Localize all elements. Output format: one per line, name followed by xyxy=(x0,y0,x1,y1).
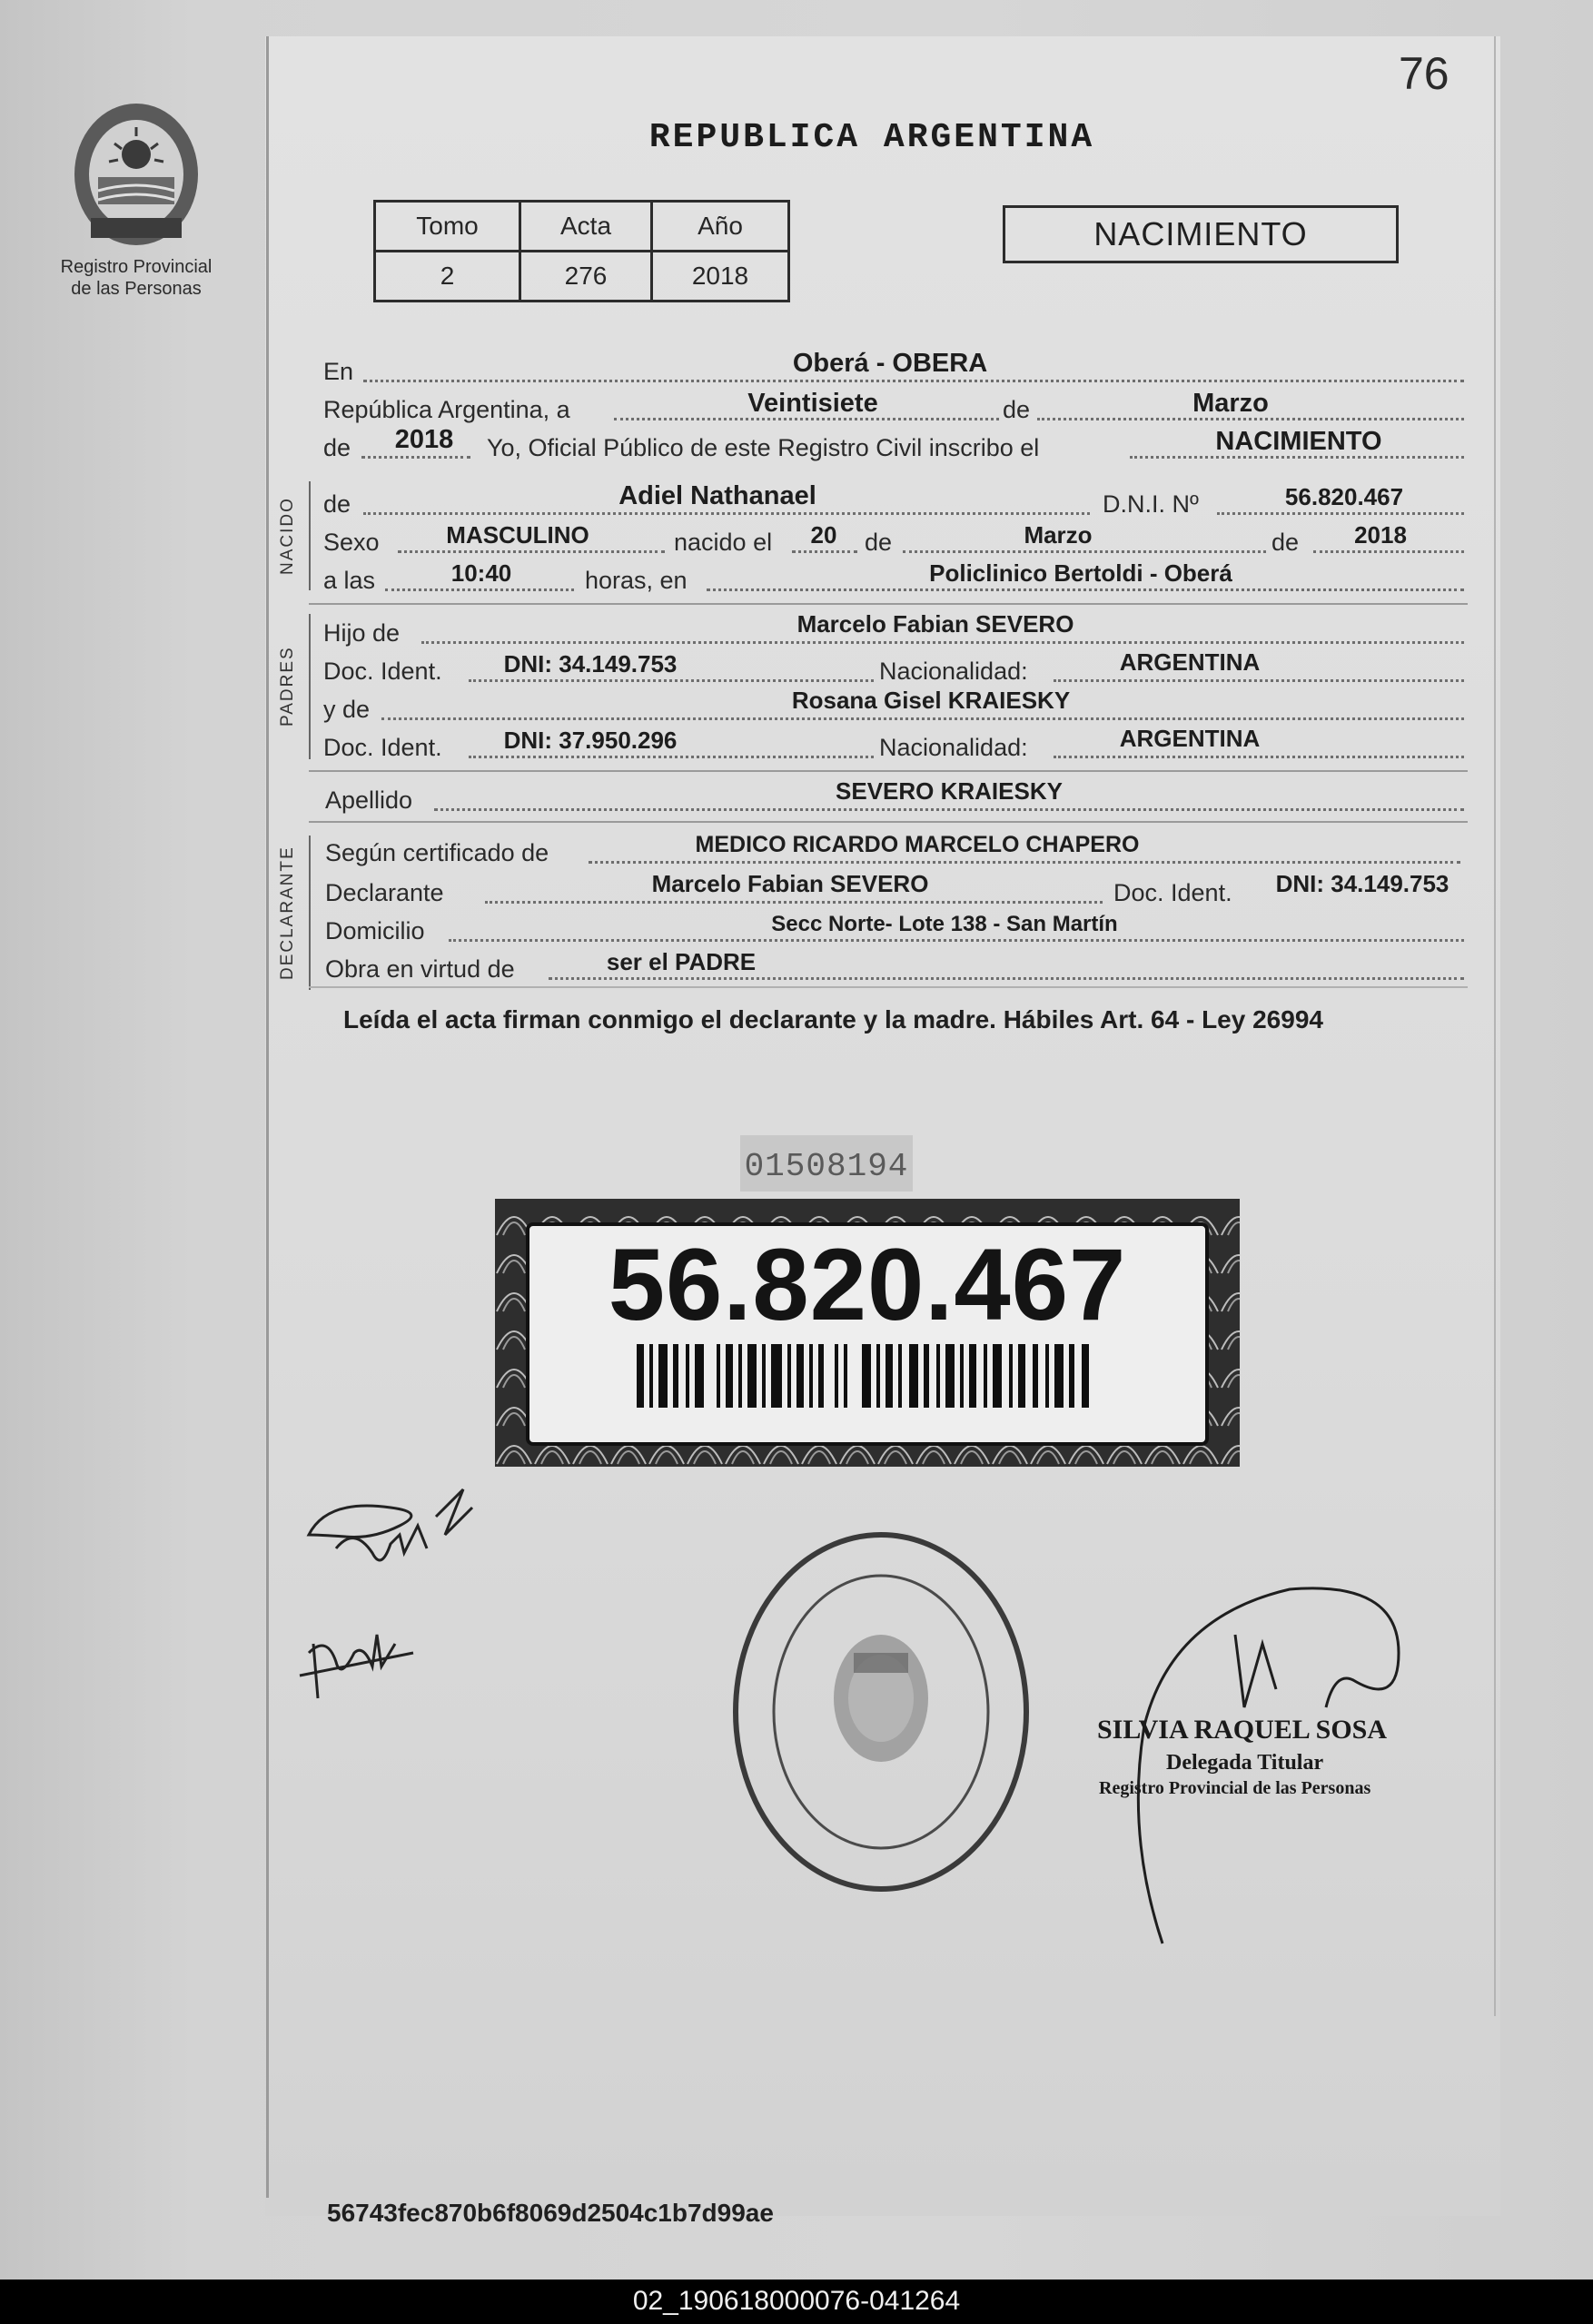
month-value: Marzo xyxy=(1192,389,1269,418)
dotted-line xyxy=(469,756,874,758)
declarante-bar xyxy=(309,836,311,990)
dotted-line xyxy=(589,861,1460,864)
dotted-line xyxy=(549,977,1464,980)
father-nationality-label: Nacionalidad: xyxy=(879,658,1028,685)
logo-caption-line2: de las Personas xyxy=(71,279,202,299)
section-divider xyxy=(309,603,1468,605)
obra-label: Obra en virtud de xyxy=(325,955,515,983)
signatory-role: Delegada Titular xyxy=(1166,1751,1324,1775)
dotted-line xyxy=(381,717,1464,720)
nacido-de-label: de xyxy=(323,490,351,518)
mother-nationality-label: Nacionalidad: xyxy=(879,734,1028,761)
nacido-bar xyxy=(309,481,311,590)
dotted-line xyxy=(449,939,1464,942)
birth-month-value: Marzo xyxy=(1024,521,1093,549)
horas-label: horas, en xyxy=(585,567,688,594)
header-acta: Acta xyxy=(520,202,652,252)
dotted-line xyxy=(792,550,857,553)
dotted-line xyxy=(421,641,1464,644)
de-label: de xyxy=(1003,396,1031,423)
y-de-label: y de xyxy=(323,696,371,723)
dotted-line xyxy=(485,901,1103,904)
serial-number: 01508194 xyxy=(744,1148,909,1185)
declarante-doc-label: Doc. Ident. xyxy=(1113,879,1232,906)
father-nationality-value: ARGENTINA xyxy=(1119,648,1261,676)
birth-de-label: de xyxy=(865,529,893,556)
dotted-line xyxy=(398,550,665,553)
header-anio: Año xyxy=(652,202,789,252)
father-name-value: Marcelo Fabian SEVERO xyxy=(796,610,1074,638)
nacido-el-label: nacido el xyxy=(674,529,773,556)
section-divider xyxy=(309,770,1468,772)
dotted-line xyxy=(1313,550,1464,553)
child-name-value: Adiel Nathanael xyxy=(618,481,816,510)
dotted-line xyxy=(469,679,874,682)
sticker-dni-number: 56.820.467 xyxy=(608,1228,1127,1341)
registry-header-row xyxy=(375,202,789,252)
declarante-value: Marcelo Fabian SEVERO xyxy=(651,870,929,897)
mother-nationality-value: ARGENTINA xyxy=(1119,725,1261,752)
registry-table xyxy=(373,200,790,302)
padres-bar xyxy=(309,614,311,759)
dotted-line xyxy=(1054,679,1464,682)
declarante-doc-value: DNI: 34.149.753 xyxy=(1275,870,1450,897)
declarante-label: Declarante xyxy=(325,879,444,906)
de-year-label: de xyxy=(323,434,351,461)
birth-de-label-2: de xyxy=(1271,529,1300,556)
page-title: REPUBLICA ARGENTINA xyxy=(648,118,1095,157)
a-las-label: a las xyxy=(323,567,376,594)
nacido-section-label: NACIDO xyxy=(278,497,297,575)
yo-text: Yo, Oficial Público de este Registro Civil inscribo el xyxy=(487,434,1040,461)
misiones-coat-of-arms-logo xyxy=(64,91,209,254)
sexo-label: Sexo xyxy=(323,529,380,556)
page-right-edge xyxy=(1494,36,1496,2016)
document-hash: 56743fec870b6f8069d2504c1b7d99ae xyxy=(327,2199,774,2227)
certificado-value: MEDICO RICARDO MARCELO CHAPERO xyxy=(695,832,1140,857)
value-acta: 276 xyxy=(520,252,652,302)
logo-caption xyxy=(36,256,236,300)
section-divider xyxy=(309,821,1468,823)
mother-doc-label: Doc. Ident. xyxy=(323,734,442,761)
dotted-line xyxy=(385,588,574,591)
hijo-de-label: Hijo de xyxy=(323,619,401,647)
father-doc-value: DNI: 34.149.753 xyxy=(503,650,678,677)
day-value: Veintisiete xyxy=(747,389,878,418)
dotted-line xyxy=(363,380,1464,382)
sexo-value: MASCULINO xyxy=(446,521,589,549)
obra-value: ser el PADRE xyxy=(606,948,757,975)
value-anio: 2018 xyxy=(652,252,789,302)
dotted-line xyxy=(1217,512,1464,515)
dni-sticker xyxy=(495,1199,1240,1467)
birth-place-value: Policlinico Bertoldi - Oberá xyxy=(929,559,1232,587)
birth-year-value: 2018 xyxy=(1354,521,1407,549)
republica-label: República Argentina, a xyxy=(323,396,570,423)
dni-label: D.N.I. Nº xyxy=(1103,490,1199,518)
certificado-label: Según certificado de xyxy=(325,839,549,866)
page-left-edge xyxy=(266,36,269,2198)
signatory-name: SILVIA RAQUEL SOSA xyxy=(1097,1715,1388,1745)
apellido-value: SEVERO KRAIESKY xyxy=(836,777,1063,805)
dotted-line xyxy=(361,456,470,459)
child-dni-value: 56.820.467 xyxy=(1284,483,1404,510)
signatory-office: Registro Provincial de las Personas xyxy=(1099,1778,1371,1798)
dotted-line xyxy=(707,588,1464,591)
dotted-line xyxy=(903,550,1266,553)
domicilio-label: Domicilio xyxy=(325,917,425,944)
birth-day-value: 20 xyxy=(810,521,837,549)
apellido-label: Apellido xyxy=(325,786,413,814)
logo-caption-line1: Registro Provincial xyxy=(60,257,213,277)
value-tomo: 2 xyxy=(375,252,520,302)
domicilio-value: Secc Norte- Lote 138 - San Martín xyxy=(771,912,1118,936)
mother-doc-value: DNI: 37.950.296 xyxy=(503,727,678,754)
dotted-line xyxy=(1054,756,1464,758)
section-divider xyxy=(309,986,1468,988)
page-number: 76 xyxy=(1399,48,1450,99)
declarant-signature xyxy=(291,1471,509,1726)
declarante-section-label: DECLARANTE xyxy=(278,846,297,980)
padres-section-label: PADRES xyxy=(278,646,297,727)
locality-value: Oberá - OBERA xyxy=(792,349,988,378)
birth-time-value: 10:40 xyxy=(450,559,512,587)
closing-statement: Leída el acta firman conmigo el declarante y la madre. Hábiles Art. 64 - Ley 26994 xyxy=(343,1005,1323,1033)
header-tomo: Tomo xyxy=(375,202,520,252)
en-label: En xyxy=(323,358,354,385)
inscribo-value: NACIMIENTO xyxy=(1215,427,1382,456)
official-seal-stamp xyxy=(727,1526,1035,1898)
footer-file-id: 02_190618000076-041264 xyxy=(632,2286,961,2316)
record-type-box: NACIMIENTO xyxy=(1003,205,1399,263)
registry-value-row xyxy=(375,252,789,302)
father-doc-label: Doc. Ident. xyxy=(323,658,442,685)
dotted-line xyxy=(434,808,1464,811)
dotted-line xyxy=(363,512,1090,515)
mother-name-value: Rosana Gisel KRAIESKY xyxy=(791,687,1071,714)
year-value: 2018 xyxy=(394,425,454,454)
